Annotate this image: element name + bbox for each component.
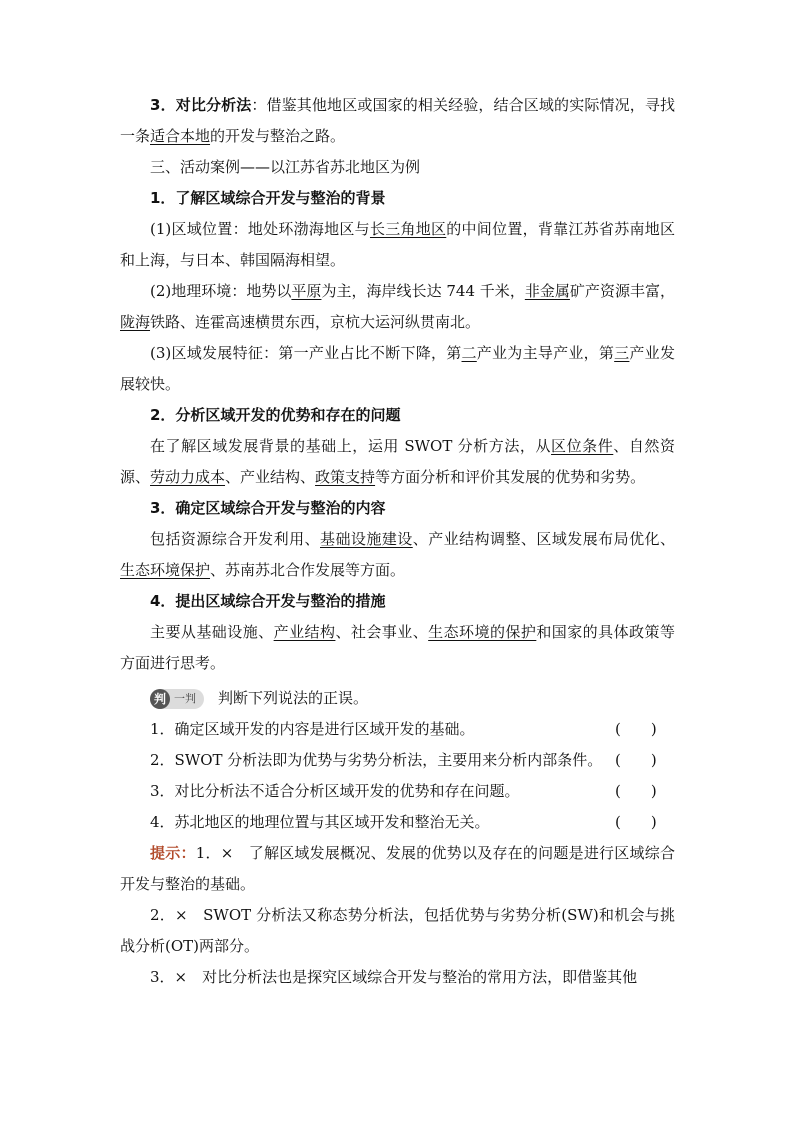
judge-header <box>120 683 675 714</box>
step3-p-u1: 基础设施建设 <box>320 530 413 548</box>
step1-p2-a: (2)地理环境：地势以 <box>150 282 292 300</box>
step1-p1-b: 的中间位置，背靠江苏省苏南地区和上海，与日本、韩国隔海相望。 <box>120 220 675 269</box>
step1-p3-b: 产业为主导产业，第 <box>476 344 615 362</box>
step4-title: 4．提出区域综合开发与整治的措施 <box>150 592 386 610</box>
judge-badge-char: 判 <box>150 689 170 709</box>
hint-1-text: 1．× 了解区域发展概况、发展的优势以及存在的问题是进行区域综合开发与整治的基础。 <box>120 844 675 893</box>
method3-text-b: 的开发与整治之路。 <box>210 127 346 145</box>
judge-answer-bracket[interactable]: ( ) <box>615 720 657 738</box>
step2-p <box>120 431 675 493</box>
hint-label: 提示： <box>150 844 196 862</box>
step1-title: 1．了解区域综合开发与整治的背景 <box>150 189 386 207</box>
step1-p2-c: 矿产资源丰富， <box>569 282 676 300</box>
method3-paragraph <box>120 90 675 152</box>
hint-3: 3．× 对比分析法也是探究区域综合开发与整治的常用方法，即借鉴其他 <box>150 968 638 986</box>
step1-p3-a: (3)区域发展特征：第一产业占比不断下降，第 <box>150 344 462 362</box>
step4-p-b: 、社会事业、 <box>335 623 429 641</box>
step1-p3-u2: 三 <box>614 344 630 362</box>
step4-p <box>120 617 675 679</box>
step2-p-d: 等方面分析和评价其发展的优势和劣势。 <box>375 468 646 486</box>
hint-2: 2．× SWOT 分析法又称态势分析法，包括优势与劣势分析(SW)和机会与挑战分析(OT)两部分。 <box>120 906 675 955</box>
step1-p1 <box>120 214 675 276</box>
judge-answer-bracket[interactable]: ( ) <box>615 782 657 800</box>
method3-text-a: ：借鉴其他地区或国家的相关经验，结合区域的实际情况，寻找一条 <box>120 96 675 145</box>
method3-title: 对比分析法 <box>175 96 252 114</box>
judge-item <box>120 745 675 776</box>
step2-p-u1: 区位条件 <box>551 437 614 455</box>
judge-item-text: 3．对比分析法不适合分析区域开发的优势和存在问题。 <box>150 782 520 800</box>
step4-p-c: 和国家的具体政策等方面进行思考。 <box>120 623 675 672</box>
step1-p2-u2: 非金属 <box>524 282 570 300</box>
judge-badge-text: 一判 <box>174 692 196 705</box>
step1-p2 <box>120 276 675 338</box>
step2-p-u3: 政策支持 <box>315 468 376 486</box>
step1-p1-u: 长三角地区 <box>369 220 447 238</box>
hint-1 <box>120 838 675 900</box>
judge-item <box>120 776 675 807</box>
step2-title: 2．分析区域开发的优势和存在的问题 <box>150 406 401 424</box>
judge-item <box>120 807 675 838</box>
step3-p-u2: 生态环境保护 <box>120 561 211 579</box>
step2-p-c: 、产业结构、 <box>225 468 316 486</box>
step4-p-u2: 生态环境的保护 <box>428 623 537 641</box>
judge-prompt: 判断下列说法的正误。 <box>218 689 369 707</box>
step1-p3-u1: 二 <box>461 344 477 362</box>
step3-p <box>120 524 675 586</box>
step1-p1-a: (1)区域位置：地处环渤海地区与 <box>150 220 370 238</box>
method3-num: 3． <box>150 96 176 114</box>
judge-item <box>120 714 675 745</box>
step2-p-a: 在了解区域发展背景的基础上，运用 SWOT 分析方法，从 <box>150 437 552 455</box>
step2-p-b: 、自然资源、 <box>120 437 675 486</box>
step3-p-c: 、苏南苏北合作发展等方面。 <box>210 561 406 579</box>
step3-p-a: 包括资源综合开发利用、 <box>150 530 320 548</box>
step3-p-b: 、产业结构调整、区域发展布局优化、 <box>412 530 675 548</box>
step3-title: 3．确定区域综合开发与整治的内容 <box>150 499 386 517</box>
judge-item-text: 4．苏北地区的地理位置与其区域开发和整治无关。 <box>150 813 490 831</box>
step1-p2-d: 铁路、连霍高速横贯东西，京杭大运河纵贯南北。 <box>150 313 481 331</box>
document-page <box>120 90 675 993</box>
judge-answer-bracket[interactable]: ( ) <box>615 813 657 831</box>
step4-p-u1: 产业结构 <box>273 623 336 641</box>
step1-p3 <box>120 338 675 400</box>
judge-item-text: 2．SWOT 分析法即为优势与劣势分析法，主要用来分析内部条件。 <box>150 751 603 769</box>
step1-p2-u1: 平原 <box>291 282 322 300</box>
step1-p2-b: 为主，海岸线长达 744 千米， <box>321 282 525 300</box>
step1-p3-c: 产业发展较快。 <box>120 344 675 393</box>
judge-answer-bracket[interactable]: ( ) <box>615 751 657 769</box>
step2-p-u2: 劳动力成本 <box>150 468 226 486</box>
section3-title: 三、活动案例——以江苏省苏北地区为例 <box>150 158 421 176</box>
judge-badge <box>150 689 204 709</box>
step1-p2-u3: 陇海 <box>120 313 151 331</box>
judge-item-text: 1．确定区域开发的内容是进行区域开发的基础。 <box>150 720 475 738</box>
step4-p-a: 主要从基础设施、 <box>150 623 274 641</box>
method3-underlined: 适合本地 <box>150 127 211 145</box>
